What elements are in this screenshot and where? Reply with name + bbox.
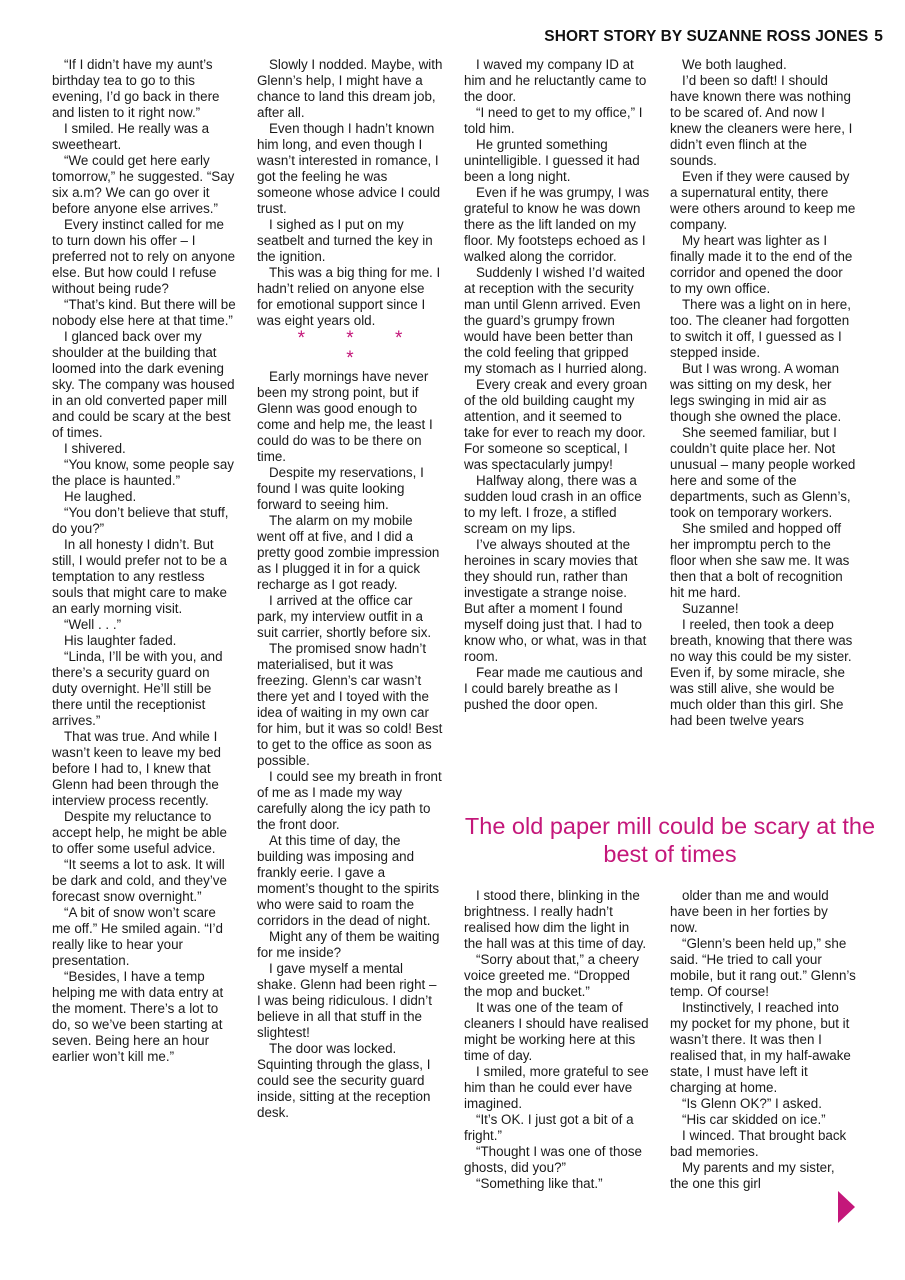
paragraph: She smiled and hopped off her impromptu perch to the floor when she saw me. It was then that a bolt of recognition hit me hard. bbox=[670, 521, 850, 600]
paragraph: That was true. And while I wasn’t keen to leave my bed before I had to, I knew that Glenn had been through the interview process recently. bbox=[52, 729, 221, 808]
paragraph: There was a light on in here, too. The cleaner had forgotten to switch it off, I guessed as I stepped inside. bbox=[670, 297, 851, 360]
paragraph: The door was locked. Squinting through the glass, I could see the security guard inside, sitting at the reception desk. bbox=[257, 1041, 431, 1120]
paragraph: Despite my reluctance to accept help, he might be able to offer some useful advice. bbox=[52, 809, 227, 856]
paragraph: “It’s OK. I just got a bit of a fright.” bbox=[464, 1112, 634, 1143]
paragraph: “If I didn’t have my aunt’s birthday tea to go to this evening, I’d go back in there and listen to it right now.” bbox=[52, 57, 220, 120]
column-3 bbox=[464, 57, 650, 713]
paragraph: This was a big thing for me. I hadn’t relied on anyone else for emotional support since I was eight years old. bbox=[257, 265, 441, 328]
page-number: 5 bbox=[874, 28, 883, 45]
paragraph: It was one of the team of cleaners I should have realised might be working here at this time of day. bbox=[464, 1000, 649, 1063]
paragraph: “Is Glenn OK?” I asked. bbox=[682, 1096, 822, 1111]
paragraph: “It seems a lot to ask. It will be dark and cold, and they’ve forecast snow overnight.” bbox=[52, 857, 227, 904]
paragraph: “Something like that.” bbox=[476, 1176, 603, 1191]
paragraph: I shivered. bbox=[64, 441, 126, 456]
paragraph: In all honesty I didn’t. But still, I would prefer not to be a temptation to any restless souls that might care to make an early morning visit. bbox=[52, 537, 227, 616]
column-4 bbox=[670, 57, 856, 729]
paragraph: Even if they were caused by a supernatural entity, there were others around to keep me company. bbox=[670, 169, 856, 232]
paragraph: Early mornings have never been my strong point, but if Glenn was good enough to come and help me, the least I could do was to be there on time. bbox=[257, 369, 433, 464]
paragraph: At this time of day, the building was imposing and frankly eerie. I gave a moment’s thought to the spirits who were said to roam the corridors in the dead of night. bbox=[257, 833, 440, 928]
continue-arrow-icon bbox=[838, 1191, 855, 1223]
paragraph: “That’s kind. But there will be nobody else here at that time.” bbox=[52, 297, 236, 328]
column-2 bbox=[257, 57, 443, 1121]
paragraph: I waved my company ID at him and he reluctantly came to the door. bbox=[464, 57, 647, 104]
paragraph: “I need to get to my office,” I told him. bbox=[464, 105, 643, 136]
paragraph: “We could get here early tomorrow,” he suggested. “Say six a.m? We can go over it before anyone else arrives.” bbox=[52, 153, 235, 216]
paragraph: I could see my breath in front of me as I made my way carefully along the icy path to the front door. bbox=[257, 769, 442, 832]
paragraph: Even if he was grumpy, I was grateful to know he was down there as the lift landed on my floor. My footsteps echoed as I walked along the corridor. bbox=[464, 185, 650, 264]
paragraph: I gave myself a mental shake. Glenn had been right – I was being ridiculous. I didn’t believe in all that stuff in the slightest! bbox=[257, 961, 437, 1040]
pull-quote: The old paper mill could be scary at the best of times bbox=[464, 813, 876, 867]
paragraph: older than me and would have been in her forties by now. bbox=[670, 888, 829, 935]
paragraph: “Sorry about that,” a cheery voice greeted me. “Dropped the mop and bucket.” bbox=[464, 952, 639, 999]
column-1 bbox=[52, 57, 238, 1065]
paragraph: He laughed. bbox=[64, 489, 137, 504]
paragraph: Every creak and every groan of the old building caught my attention, and it seemed to take for ever to reach my door. For someone so sceptical, I was spectacularly jumpy! bbox=[464, 377, 648, 472]
paragraph: I reeled, then took a deep breath, knowing that there was no way this could be my sister. Even if, by some miracle, she was still alive, she would be much older than this girl. She had been twelve years bbox=[670, 617, 853, 728]
paragraph: His laughter faded. bbox=[64, 633, 177, 648]
paragraph: But I was wrong. A woman was sitting on my desk, her legs swinging in mid air as though she owned the place. bbox=[670, 361, 842, 424]
paragraph: “You know, some people say the place is haunted.” bbox=[52, 457, 234, 488]
paragraph: I arrived at the office car park, my interview outfit in a suit carrier, shortly before six. bbox=[257, 593, 432, 640]
paragraph: My parents and my sister, the one this girl bbox=[670, 1160, 835, 1191]
paragraph: She seemed familiar, but I couldn’t quite place her. Not unusual – many people worked here and some of the departments, such as Glenn’s, took on temporary workers. bbox=[670, 425, 856, 520]
paragraph: My heart was lighter as I finally made it to the end of the corridor and opened the door to my own office. bbox=[670, 233, 853, 296]
paragraph: Every instinct called for me to turn down his offer – I preferred not to rely on anyone else. But how could I refuse without being rude? bbox=[52, 217, 236, 296]
paragraph: He grunted something unintelligible. I guessed it had been a long night. bbox=[464, 137, 640, 184]
paragraph: I’d been so daft! I should have known there was nothing to be scared of. And now I knew the cleaners were here, I didn’t even flinch at the sounds. bbox=[670, 73, 853, 168]
paragraph: Despite my reservations, I found I was quite looking forward to seeing him. bbox=[257, 465, 424, 512]
paragraph: “Glenn’s been held up,” she said. “He tried to call your mobile, but it rang out.” Glenn’s temp. Of course! bbox=[670, 936, 856, 999]
header-title: SHORT STORY BY SUZANNE ROSS JONES bbox=[544, 28, 869, 45]
paragraph: I’ve always shouted at the heroines in scary movies that they should run, rather than investigate a strange noise. But after a moment I found myself doing just that. I had to know who, or what, was in that room. bbox=[464, 537, 647, 664]
paragraph: The alarm on my mobile went off at five, and I did a pretty good zombie impression as I plugged it in for a quick recharge as I got ready. bbox=[257, 513, 440, 592]
paragraph: I smiled. He really was a sweetheart. bbox=[52, 121, 210, 152]
paragraph: “Besides, I have a temp helping me with data entry at the moment. There’s a lot to do, so we’ve been starting at seven. Being here an hour earlier won’t kill me.” bbox=[52, 969, 224, 1064]
paragraph: The promised snow hadn’t materialised, but it was freezing. Glenn’s car wasn’t there yet and I toyed with the idea of waiting in my own car for him, but it was so cold! Best to get to the office as soon as possible. bbox=[257, 641, 443, 768]
paragraph: “Well . . .” bbox=[64, 617, 122, 632]
paragraph: I smiled, more grateful to see him than he could ever have imagined. bbox=[464, 1064, 649, 1111]
paragraph: Might any of them be waiting for me inside? bbox=[257, 929, 440, 960]
paragraph: Even though I hadn’t known him long, and even though I wasn’t interested in romance, I got the feeling he was someone whose advice I could trust. bbox=[257, 121, 441, 216]
paragraph: Suddenly I wished I’d waited at reception with the security man until Glenn arrived. Even the guard’s grumpy frown would have been better than the cold feeling that gripped my stomach as I hurried along. bbox=[464, 265, 648, 376]
paragraph: I stood there, blinking in the brightness. I really hadn’t realised how dim the light in the hall was at this time of day. bbox=[464, 888, 647, 951]
section-break-stars: * * * * bbox=[297, 328, 421, 369]
paragraph: Slowly I nodded. Maybe, with Glenn’s help, I might have a chance to land this dream job, after all. bbox=[257, 57, 443, 120]
paragraph: I glanced back over my shoulder at the building that loomed into the dark evening sky. The company was housed in an old converted paper mill and could be scary at the best of times. bbox=[52, 329, 235, 440]
paragraph: “His car skidded on ice.” bbox=[682, 1112, 826, 1127]
paragraph: We both laughed. bbox=[682, 57, 787, 72]
paragraph: “Thought I was one of those ghosts, did you?” bbox=[464, 1144, 642, 1175]
paragraph: “You don’t believe that stuff, do you?” bbox=[52, 505, 229, 536]
column-2-top bbox=[257, 57, 443, 329]
paragraph: I winced. That brought back bad memories. bbox=[670, 1128, 847, 1159]
column-3-bottom bbox=[464, 888, 650, 1192]
paragraph: “A bit of snow won’t scare me off.” He smiled again. “I’d really like to hear your presentation. bbox=[52, 905, 223, 968]
paragraph: I sighed as I put on my seatbelt and turned the key in the ignition. bbox=[257, 217, 433, 264]
column-4-bottom bbox=[670, 888, 856, 1192]
column-2-bottom bbox=[257, 369, 443, 1121]
paragraph: Suzanne! bbox=[682, 601, 739, 616]
paragraph: Halfway along, there was a sudden loud crash in an office to my left. I froze, a stifled scream on my lips. bbox=[464, 473, 642, 536]
paragraph: Instinctively, I reached into my pocket for my phone, but it wasn’t there. It was then I realised that, in my half-awake state, I must have left it charging at home. bbox=[670, 1000, 851, 1095]
paragraph: “Linda, I’ll be with you, and there’s a security guard on duty overnight. He’ll still be there until the receptionist arrives.” bbox=[52, 649, 223, 728]
running-header bbox=[544, 28, 883, 46]
paragraph: Fear made me cautious and I could barely breathe as I pushed the door open. bbox=[464, 665, 643, 712]
